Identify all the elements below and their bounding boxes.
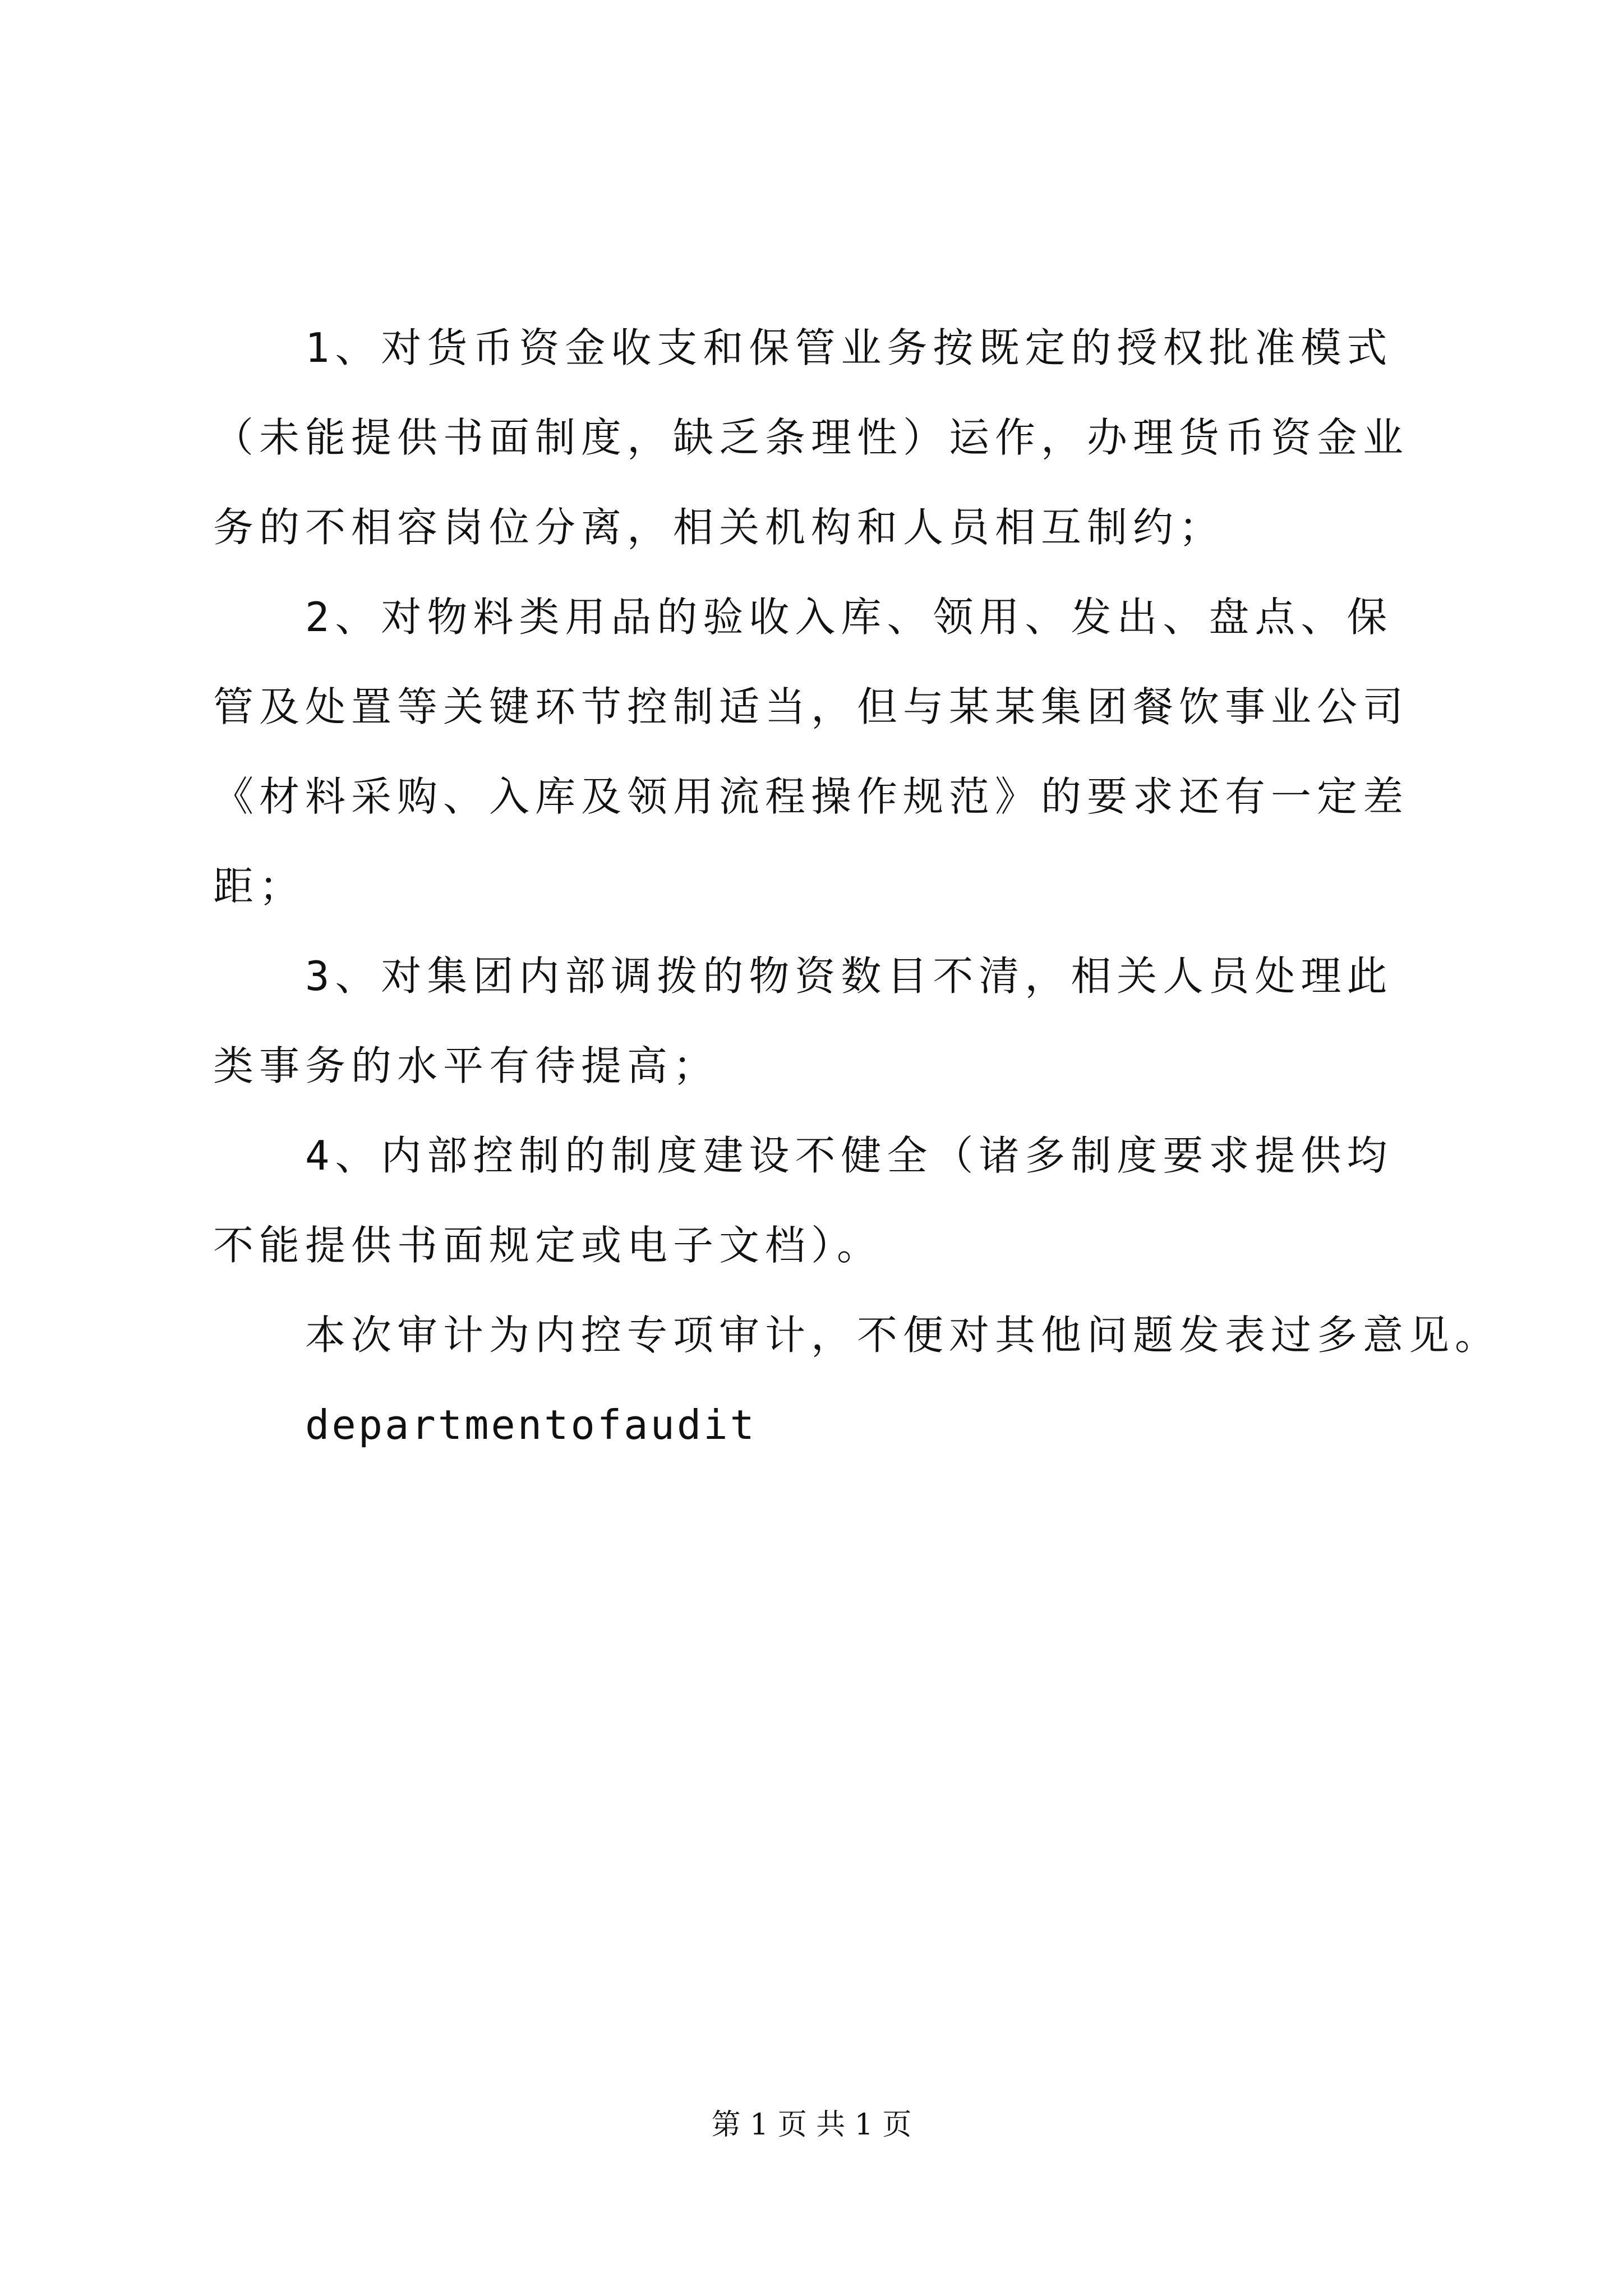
- document-body: [213, 303, 1501, 1470]
- signature-line: departmentofaudit: [305, 1401, 757, 1448]
- page-number-label: 第 1 页 共 1 页: [711, 2108, 912, 2142]
- finding-paragraph-1: 1、对货币资金收支和保管业务按既定的授权批准模式（未能提供书面制度，缺乏条理性）运作，办理货币资金业务的不相容岗位分离，相关机构和人员相互制约；: [213, 324, 1409, 551]
- finding-paragraph-4: 4、内部控制的制度建设不健全（诸多制度要求提供均不能提供书面规定或电子文档）。: [213, 1132, 1393, 1269]
- finding-paragraph-2: 2、对物料类用品的验收入库、领用、发出、盘点、保管及处置等关键环节控制适当，但与某某集团餐饮事业公司《材料采购、入库及领用流程操作规范》的要求还有一定差距；: [213, 593, 1409, 910]
- page-footer: [0, 2101, 1623, 2143]
- closing-statement: 本次审计为内控专项审计，不便对其他问题发表过多意见。: [305, 1312, 1501, 1359]
- finding-paragraph-3: 3、对集团内部调拨的物资数目不清，相关人员处理此类事务的水平有待提高；: [213, 953, 1393, 1089]
